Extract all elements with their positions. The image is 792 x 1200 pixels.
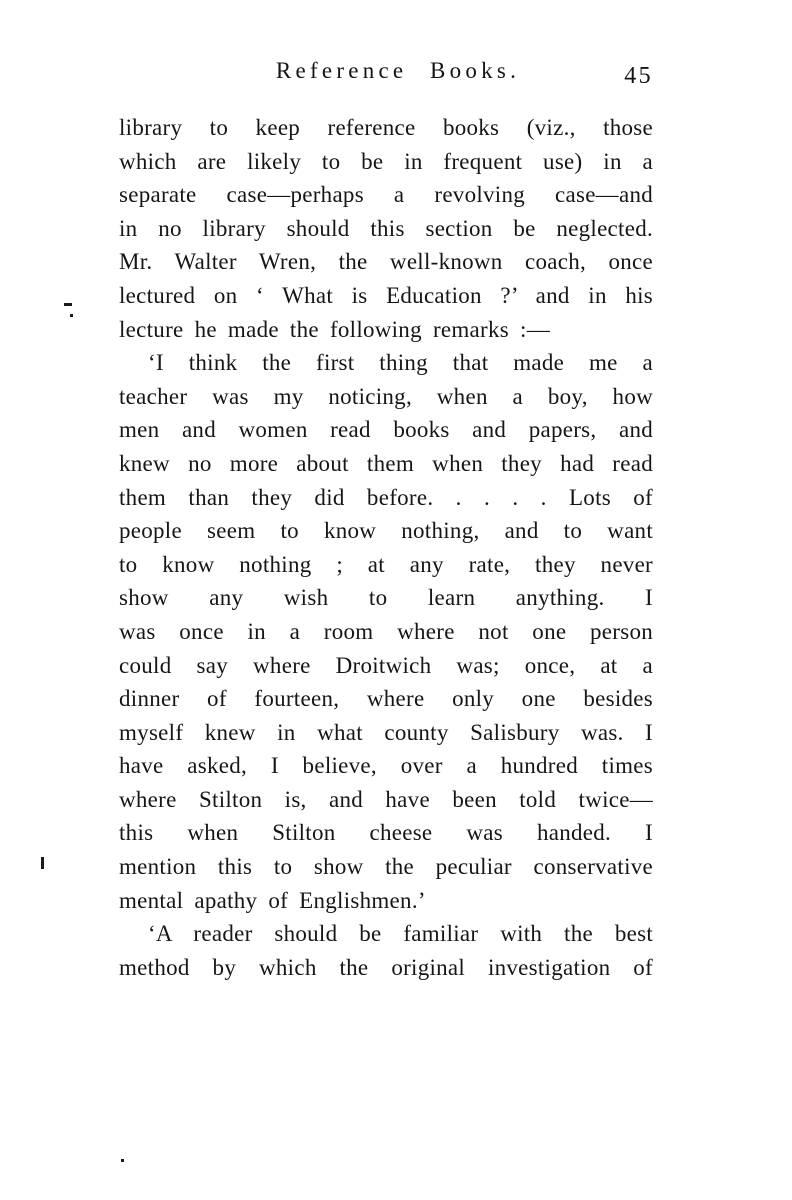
text-line: lectured on ‘ What is Education ?’ and in his: [119, 282, 653, 308]
text-line: Mr. Walter Wren, the well-known coach, once: [119, 249, 653, 275]
text-line: teacher was my noticing, when a boy, how: [119, 383, 653, 409]
text-line: myself knew in what county Salisbury was. I: [119, 719, 653, 745]
text-line: people seem to know nothing, and to want: [119, 518, 653, 544]
text-line: library to keep reference books (viz., those: [119, 115, 653, 140]
text-line: have asked, I believe, over a hundred times: [119, 753, 653, 779]
page-title: Reference Books.: [275, 58, 521, 83]
text-line: method by which the original investigation of: [119, 954, 653, 980]
text-line: could say where Droitwich was; once, at a: [119, 652, 653, 678]
text-line: ‘A reader should be familiar with the best: [148, 921, 653, 947]
text-line: knew no more about them when they had read: [119, 450, 653, 476]
scan-speck: [41, 857, 44, 869]
scan-speck: [121, 1159, 124, 1162]
page-number: 45: [624, 63, 653, 89]
text-line: ‘I think the first thing that made me a: [148, 350, 653, 376]
running-head: [119, 58, 653, 92]
text-line: dinner of fourteen, where only one besides: [119, 686, 653, 712]
text-line: show any wish to learn anything. I: [119, 585, 653, 611]
text-line: mental apathy of Englishmen.’: [119, 887, 426, 913]
text-line: men and women read books and papers, and: [119, 417, 653, 443]
body-text: [119, 111, 653, 984]
text-line: where Stilton is, and have been told twice—: [119, 786, 653, 812]
scan-speck: [64, 303, 72, 306]
text-line: which are likely to be in frequent use) in a: [119, 148, 653, 174]
scan-speck: [70, 314, 73, 317]
text-line: them than they did before. . . . . Lots of: [119, 484, 653, 510]
text-line: in no library should this section be neglected.: [119, 215, 653, 241]
text-line: mention this to show the peculiar conservative: [119, 854, 653, 880]
text-line: separate case—perhaps a revolving case—and: [119, 182, 653, 208]
text-line: this when Stilton cheese was handed. I: [119, 820, 653, 846]
text-line: was once in a room where not one person: [119, 618, 653, 644]
text-line: to know nothing ; at any rate, they never: [119, 551, 653, 577]
text-line: lecture he made the following remarks :—: [119, 316, 550, 342]
